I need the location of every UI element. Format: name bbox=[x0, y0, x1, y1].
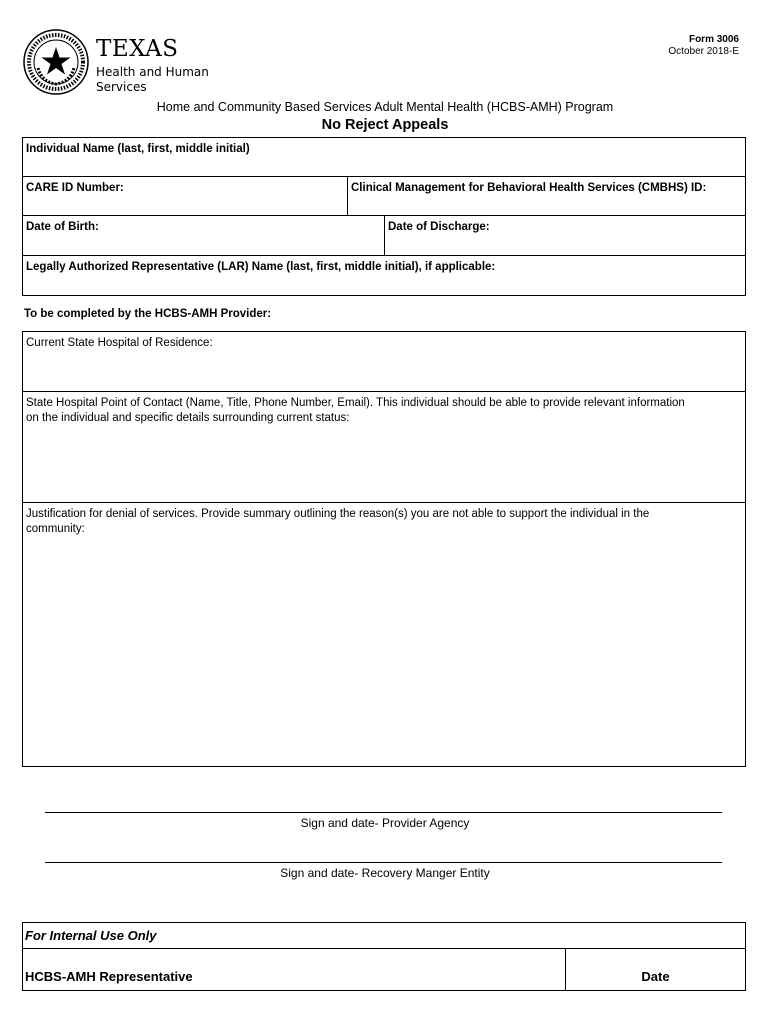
lar-name-label: Legally Authorized Representative (LAR) Name (last, first, middle initial), if applicable: bbox=[26, 261, 496, 273]
date-of-birth-label: Date of Birth: bbox=[26, 221, 99, 233]
program-name: Home and Community Based Services Adult Mental Health (HCBS-AMH) Program bbox=[156, 100, 614, 114]
date-of-discharge-label: Date of Discharge: bbox=[388, 221, 490, 233]
individual-name-label: Individual Name (last, first, middle initial) bbox=[26, 143, 250, 155]
cmbhs-id-field[interactable] bbox=[347, 176, 746, 216]
texas-hhs-seal-logo bbox=[22, 28, 90, 96]
date-of-birth-field[interactable] bbox=[22, 215, 385, 256]
hospital-point-of-contact-field[interactable] bbox=[22, 391, 746, 503]
hcbs-amh-representative-field[interactable] bbox=[22, 948, 566, 991]
lar-name-field[interactable] bbox=[22, 255, 746, 296]
internal-use-heading-row bbox=[22, 922, 746, 949]
internal-use-heading: For Internal Use Only bbox=[25, 928, 157, 943]
justification-field[interactable] bbox=[22, 502, 746, 767]
recovery-manager-signature-label: Sign and date- Recovery Manger Entity bbox=[280, 866, 490, 880]
provider-agency-signature-label: Sign and date- Provider Agency bbox=[300, 816, 470, 830]
individual-name-field[interactable] bbox=[22, 137, 746, 177]
provider-section-label: To be completed by the HCBS-AMH Provider: bbox=[24, 308, 272, 320]
date-of-discharge-field[interactable] bbox=[384, 215, 746, 256]
form-revision-date: October 2018-E bbox=[668, 46, 739, 57]
org-name-line2: Health and Human bbox=[96, 65, 209, 79]
representative-date-field[interactable] bbox=[565, 948, 746, 991]
care-id-label: CARE ID Number: bbox=[26, 182, 124, 194]
hospital-contact-label-line2: on the individual and specific details surrounding current status: bbox=[26, 412, 350, 424]
recovery-manager-signature-line[interactable] bbox=[45, 862, 722, 863]
org-name-line3: Services bbox=[96, 80, 147, 94]
cmbhs-id-label: Clinical Management for Behavioral Health Services (CMBHS) ID: bbox=[351, 182, 707, 194]
form-number: Form 3006 bbox=[688, 34, 739, 45]
page-title: No Reject Appeals bbox=[321, 117, 449, 133]
current-state-hospital-field[interactable] bbox=[22, 331, 746, 392]
hospital-contact-label-line1: State Hospital Point of Contact (Name, Title, Phone Number, Email). This individual should be able to provide relevant information bbox=[26, 397, 685, 409]
current-state-hospital-label: Current State Hospital of Residence: bbox=[26, 337, 213, 349]
justification-label-line1: Justification for denial of services. Provide summary outlining the reason(s) you are not able to support the individual in the bbox=[26, 508, 650, 520]
org-name-texas: TEXAS bbox=[96, 36, 179, 62]
hcbs-amh-representative-label: HCBS-AMH Representative bbox=[25, 969, 193, 984]
representative-date-label: Date bbox=[641, 969, 670, 984]
care-id-field[interactable] bbox=[22, 176, 348, 216]
provider-agency-signature-line[interactable] bbox=[45, 812, 722, 813]
justification-label-line2: community: bbox=[26, 523, 85, 535]
